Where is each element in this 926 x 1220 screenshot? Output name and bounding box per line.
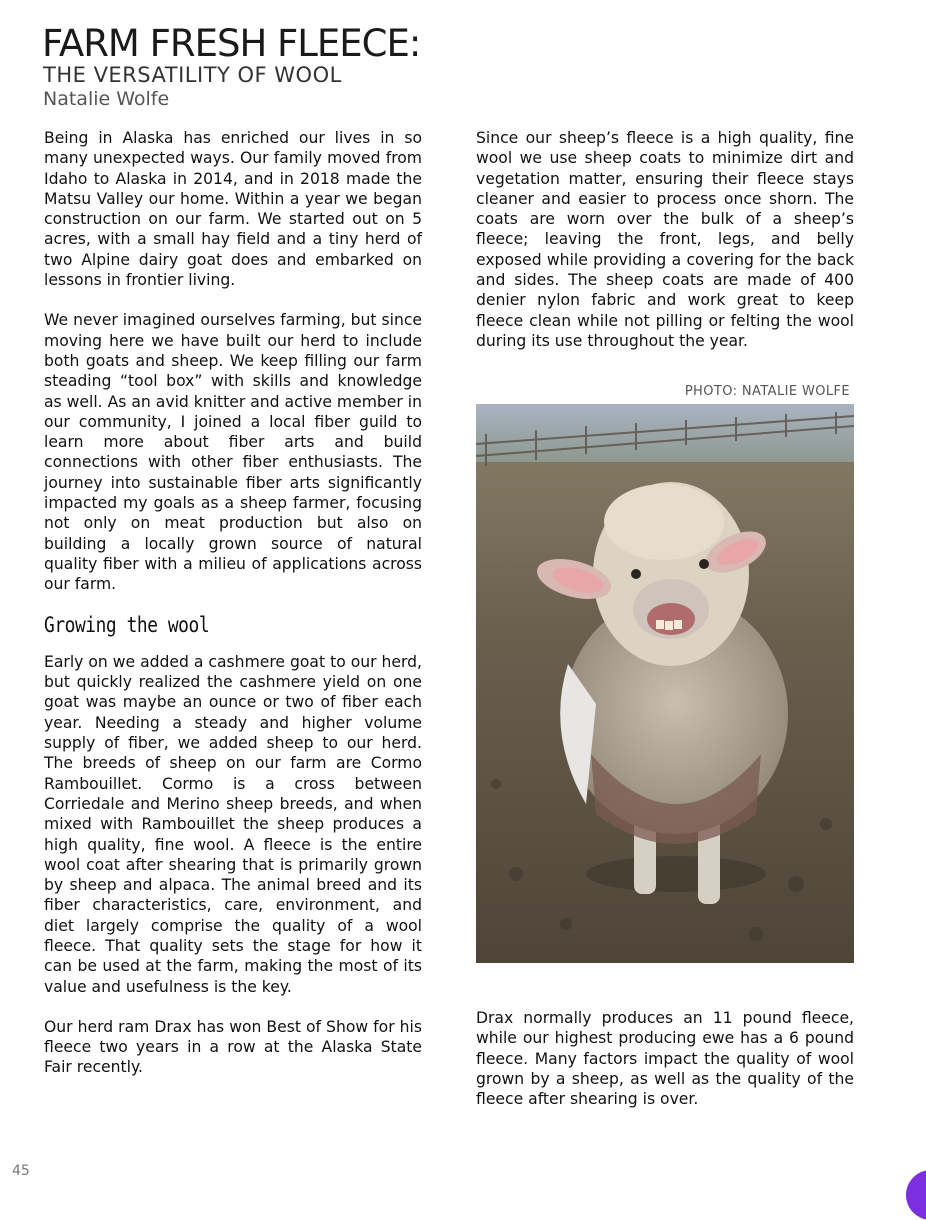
body-paragraph: Our herd ram Drax has won Best of Show for his fleece two years in a row at the Alaska State Fair recently. [44,1017,422,1077]
body-paragraph: Since our sheep’s fleece is a high quality, fine wool we use sheep coats to minimize dirt and vegetation matter, ensuring their fleece stays cleaner and easier to process once shorn. The coats are worn over the bulk of a sheep’s fleece; leaving the front, legs, and belly exposed while providing a covering for the back and sides. The sheep coats are made of 400 denier nylon fabric and work great to keep fleece clean while not pilling or felting the wool during its use throughout the year. [476,129,854,350]
page-number: 45 [12,1163,30,1179]
article-subtitle: THE VERSATILITY OF WOOL [43,63,342,87]
body-paragraph: Drax normally produces an 11 pound fleece, while our highest producing ewe has a 6 pound fleece. Many factors impact the quality of wool grown by a sheep, as well as the quality of the fleece after shearing is over. [476,1009,854,1109]
body-paragraph: We never imagined ourselves farming, but since moving here we have built our herd to include both goats and sheep. We keep filling our farm steading “tool box” with skills and knowledge as well. As an avid knitter and active member in our community, I joined a local fiber guild to learn more about fiber arts and build connections with other fiber enthusiasts. The journey into sustainable fiber arts significantly impacted my goals as a sheep farmer, focusing not only on meat production but also on building a locally grown source of natural quality fiber with a milieu of applications across our farm. [44,311,422,594]
left-column [44,128,422,1098]
right-column [476,128,854,371]
photo-credit: PHOTO: NATALIE WOLFE [684,384,850,399]
article-title: FARM FRESH FLEECE: [42,22,421,65]
section-heading: Growing the wool [44,612,210,637]
corner-accent-shape [906,1170,926,1220]
body-paragraph: Being in Alaska has enriched our lives in so many unexpected ways. Our family moved from Idaho to Alaska in 2014, and in 2018 made the Matsu Valley our home. Within a year we began construction on our farm. We started out on 5 acres, with a small hay field and a tiny herd of two Alpine dairy goat does and embarked on lessons in frontier living. [44,129,422,290]
body-paragraph: Early on we added a cashmere goat to our herd, but quickly realized the cashmere yield on one goat was maybe an ounce or two of fiber each year. Needing a steady and higher volume supply of fiber, we added sheep to our herd. The breeds of sheep on our farm are Cormo Rambouillet. Cormo is a cross between Corriedale and Merino sheep breeds, and when mixed with Rambouillet the sheep produces a high quality, fine wool. A fleece is the entire wool coat after shearing that is primarily grown by sheep and alpaca. The animal breed and its fiber characteristics, care, environment, and diet largely comprise the quality of a wool fleece. That quality sets the stage for how it can be used at the farm, making the most of its value and usefulness is the key. [44,652,422,996]
article-author: Natalie Wolfe [43,88,170,110]
sheep-photo [476,404,854,963]
